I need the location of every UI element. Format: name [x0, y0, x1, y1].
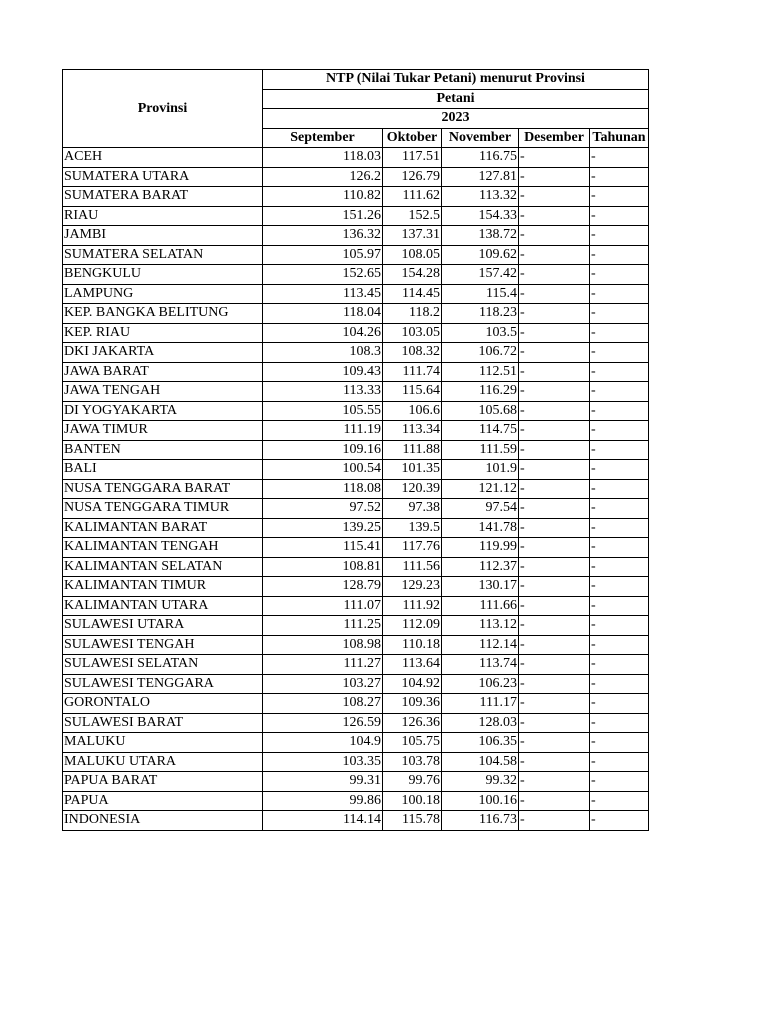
- september-value-cell: 118.08: [263, 479, 383, 499]
- tahunan-value-cell: -: [590, 343, 649, 363]
- oktober-value-cell: 108.32: [383, 343, 442, 363]
- province-name-cell: JAWA BARAT: [63, 362, 263, 382]
- november-value-cell: 106.35: [442, 733, 519, 753]
- oktober-value-cell: 139.5: [383, 518, 442, 538]
- province-name-cell: LAMPUNG: [63, 284, 263, 304]
- province-name-cell: INDONESIA: [63, 811, 263, 831]
- desember-value-cell: -: [519, 635, 590, 655]
- desember-value-cell: -: [519, 733, 590, 753]
- september-value-cell: 97.52: [263, 499, 383, 519]
- desember-value-cell: -: [519, 655, 590, 675]
- tahunan-value-cell: -: [590, 655, 649, 675]
- table-row: [63, 557, 649, 577]
- september-value-cell: 108.3: [263, 343, 383, 363]
- oktober-value-cell: 103.05: [383, 323, 442, 343]
- desember-value-cell: -: [519, 557, 590, 577]
- november-value-cell: 118.23: [442, 304, 519, 324]
- oktober-value-cell: 99.76: [383, 772, 442, 792]
- table-row: [63, 362, 649, 382]
- province-name-cell: KALIMANTAN BARAT: [63, 518, 263, 538]
- province-name-cell: MALUKU: [63, 733, 263, 753]
- september-value-cell: 111.27: [263, 655, 383, 675]
- tahunan-value-cell: -: [590, 304, 649, 324]
- province-name-cell: PAPUA: [63, 791, 263, 811]
- table-row: [63, 401, 649, 421]
- oktober-value-cell: 101.35: [383, 460, 442, 480]
- september-value-cell: 152.65: [263, 265, 383, 285]
- tahunan-value-cell: -: [590, 596, 649, 616]
- desember-value-cell: -: [519, 206, 590, 226]
- province-name-cell: ACEH: [63, 148, 263, 168]
- september-value-cell: 109.16: [263, 440, 383, 460]
- table-row: [63, 772, 649, 792]
- oktober-value-cell: 126.36: [383, 713, 442, 733]
- november-value-cell: 104.58: [442, 752, 519, 772]
- november-value-cell: 154.33: [442, 206, 519, 226]
- table-row: [63, 167, 649, 187]
- oktober-value-cell: 114.45: [383, 284, 442, 304]
- desember-value-cell: -: [519, 499, 590, 519]
- tahunan-value-cell: -: [590, 460, 649, 480]
- province-name-cell: JAWA TENGAH: [63, 382, 263, 402]
- oktober-value-cell: 117.51: [383, 148, 442, 168]
- table-row: [63, 479, 649, 499]
- november-value-cell: 116.75: [442, 148, 519, 168]
- table-year: 2023: [263, 109, 649, 129]
- oktober-value-cell: 109.36: [383, 694, 442, 714]
- oktober-value-cell: 112.09: [383, 616, 442, 636]
- table-row: [63, 635, 649, 655]
- november-value-cell: 157.42: [442, 265, 519, 285]
- september-value-cell: 126.2: [263, 167, 383, 187]
- table-row: [63, 187, 649, 207]
- desember-value-cell: -: [519, 772, 590, 792]
- province-name-cell: BENGKULU: [63, 265, 263, 285]
- province-name-cell: KEP. RIAU: [63, 323, 263, 343]
- november-value-cell: 106.72: [442, 343, 519, 363]
- tahunan-value-cell: -: [590, 421, 649, 441]
- september-value-cell: 128.79: [263, 577, 383, 597]
- table-row: [63, 440, 649, 460]
- column-header-oktober: Oktober: [383, 128, 442, 148]
- desember-value-cell: -: [519, 304, 590, 324]
- september-value-cell: 118.03: [263, 148, 383, 168]
- desember-value-cell: -: [519, 401, 590, 421]
- tahunan-value-cell: -: [590, 362, 649, 382]
- september-value-cell: 126.59: [263, 713, 383, 733]
- tahunan-value-cell: -: [590, 674, 649, 694]
- desember-value-cell: -: [519, 596, 590, 616]
- oktober-value-cell: 118.2: [383, 304, 442, 324]
- table-row: [63, 577, 649, 597]
- table-row: [63, 616, 649, 636]
- november-value-cell: 100.16: [442, 791, 519, 811]
- table-row: [63, 265, 649, 285]
- september-value-cell: 104.9: [263, 733, 383, 753]
- oktober-value-cell: 104.92: [383, 674, 442, 694]
- province-name-cell: SULAWESI TENGGARA: [63, 674, 263, 694]
- november-value-cell: 112.14: [442, 635, 519, 655]
- oktober-value-cell: 111.88: [383, 440, 442, 460]
- tahunan-value-cell: -: [590, 245, 649, 265]
- desember-value-cell: -: [519, 616, 590, 636]
- province-name-cell: KALIMANTAN TENGAH: [63, 538, 263, 558]
- september-value-cell: 139.25: [263, 518, 383, 538]
- tahunan-value-cell: -: [590, 518, 649, 538]
- tahunan-value-cell: -: [590, 148, 649, 168]
- province-name-cell: SULAWESI TENGAH: [63, 635, 263, 655]
- desember-value-cell: -: [519, 674, 590, 694]
- tahunan-value-cell: -: [590, 713, 649, 733]
- oktober-value-cell: 152.5: [383, 206, 442, 226]
- province-name-cell: DI YOGYAKARTA: [63, 401, 263, 421]
- oktober-value-cell: 111.62: [383, 187, 442, 207]
- oktober-value-cell: 113.64: [383, 655, 442, 675]
- province-name-cell: MALUKU UTARA: [63, 752, 263, 772]
- september-value-cell: 108.98: [263, 635, 383, 655]
- oktober-value-cell: 129.23: [383, 577, 442, 597]
- table-row: [63, 304, 649, 324]
- desember-value-cell: -: [519, 752, 590, 772]
- november-value-cell: 115.4: [442, 284, 519, 304]
- september-value-cell: 111.07: [263, 596, 383, 616]
- province-name-cell: BALI: [63, 460, 263, 480]
- tahunan-value-cell: -: [590, 499, 649, 519]
- september-value-cell: 108.27: [263, 694, 383, 714]
- desember-value-cell: -: [519, 382, 590, 402]
- table-row: [63, 733, 649, 753]
- table-row: [63, 791, 649, 811]
- table-row: [63, 752, 649, 772]
- province-name-cell: SUMATERA SELATAN: [63, 245, 263, 265]
- table-row: [63, 499, 649, 519]
- september-value-cell: 115.41: [263, 538, 383, 558]
- oktober-value-cell: 103.78: [383, 752, 442, 772]
- november-value-cell: 109.62: [442, 245, 519, 265]
- tahunan-value-cell: -: [590, 479, 649, 499]
- desember-value-cell: -: [519, 226, 590, 246]
- oktober-value-cell: 108.05: [383, 245, 442, 265]
- oktober-value-cell: 106.6: [383, 401, 442, 421]
- province-name-cell: GORONTALO: [63, 694, 263, 714]
- oktober-value-cell: 111.74: [383, 362, 442, 382]
- tahunan-value-cell: -: [590, 206, 649, 226]
- september-value-cell: 114.14: [263, 811, 383, 831]
- tahunan-value-cell: -: [590, 811, 649, 831]
- november-value-cell: 111.59: [442, 440, 519, 460]
- column-header-november: November: [442, 128, 519, 148]
- desember-value-cell: -: [519, 713, 590, 733]
- table-row: [63, 226, 649, 246]
- oktober-value-cell: 100.18: [383, 791, 442, 811]
- tahunan-value-cell: -: [590, 440, 649, 460]
- province-name-cell: PAPUA BARAT: [63, 772, 263, 792]
- tahunan-value-cell: -: [590, 323, 649, 343]
- tahunan-value-cell: -: [590, 772, 649, 792]
- province-name-cell: RIAU: [63, 206, 263, 226]
- tahunan-value-cell: -: [590, 187, 649, 207]
- november-value-cell: 141.78: [442, 518, 519, 538]
- september-value-cell: 105.97: [263, 245, 383, 265]
- november-value-cell: 112.51: [442, 362, 519, 382]
- september-value-cell: 136.32: [263, 226, 383, 246]
- desember-value-cell: -: [519, 538, 590, 558]
- september-value-cell: 109.43: [263, 362, 383, 382]
- table-row: [63, 518, 649, 538]
- province-name-cell: SULAWESI BARAT: [63, 713, 263, 733]
- september-value-cell: 110.82: [263, 187, 383, 207]
- desember-value-cell: -: [519, 245, 590, 265]
- september-value-cell: 118.04: [263, 304, 383, 324]
- column-header-desember: Desember: [519, 128, 590, 148]
- oktober-value-cell: 137.31: [383, 226, 442, 246]
- tahunan-value-cell: -: [590, 265, 649, 285]
- ntp-table: [62, 69, 649, 831]
- oktober-value-cell: 126.79: [383, 167, 442, 187]
- table-body: [63, 148, 649, 831]
- tahunan-value-cell: -: [590, 616, 649, 636]
- desember-value-cell: -: [519, 577, 590, 597]
- desember-value-cell: -: [519, 479, 590, 499]
- november-value-cell: 112.37: [442, 557, 519, 577]
- table-subtitle: Petani: [263, 89, 649, 109]
- november-value-cell: 97.54: [442, 499, 519, 519]
- november-value-cell: 121.12: [442, 479, 519, 499]
- oktober-value-cell: 120.39: [383, 479, 442, 499]
- desember-value-cell: -: [519, 791, 590, 811]
- desember-value-cell: -: [519, 362, 590, 382]
- november-value-cell: 119.99: [442, 538, 519, 558]
- province-name-cell: KALIMANTAN SELATAN: [63, 557, 263, 577]
- oktober-value-cell: 113.34: [383, 421, 442, 441]
- oktober-value-cell: 105.75: [383, 733, 442, 753]
- desember-value-cell: -: [519, 421, 590, 441]
- desember-value-cell: -: [519, 167, 590, 187]
- column-header-tahunan: Tahunan: [590, 128, 649, 148]
- desember-value-cell: -: [519, 323, 590, 343]
- province-name-cell: SULAWESI UTARA: [63, 616, 263, 636]
- province-name-cell: JAMBI: [63, 226, 263, 246]
- tahunan-value-cell: -: [590, 284, 649, 304]
- tahunan-value-cell: -: [590, 382, 649, 402]
- table-row: [63, 206, 649, 226]
- september-value-cell: 151.26: [263, 206, 383, 226]
- november-value-cell: 113.32: [442, 187, 519, 207]
- november-value-cell: 128.03: [442, 713, 519, 733]
- november-value-cell: 111.17: [442, 694, 519, 714]
- september-value-cell: 111.25: [263, 616, 383, 636]
- province-name-cell: SULAWESI SELATAN: [63, 655, 263, 675]
- desember-value-cell: -: [519, 460, 590, 480]
- province-name-cell: KALIMANTAN UTARA: [63, 596, 263, 616]
- table-title: NTP (Nilai Tukar Petani) menurut Provinsi: [263, 70, 649, 90]
- september-value-cell: 99.86: [263, 791, 383, 811]
- november-value-cell: 113.12: [442, 616, 519, 636]
- november-value-cell: 116.73: [442, 811, 519, 831]
- desember-value-cell: -: [519, 518, 590, 538]
- oktober-value-cell: 111.92: [383, 596, 442, 616]
- november-value-cell: 130.17: [442, 577, 519, 597]
- september-value-cell: 113.45: [263, 284, 383, 304]
- table-header: [63, 70, 649, 148]
- november-value-cell: 113.74: [442, 655, 519, 675]
- september-value-cell: 105.55: [263, 401, 383, 421]
- tahunan-value-cell: -: [590, 791, 649, 811]
- desember-value-cell: -: [519, 694, 590, 714]
- november-value-cell: 116.29: [442, 382, 519, 402]
- november-value-cell: 138.72: [442, 226, 519, 246]
- tahunan-value-cell: -: [590, 167, 649, 187]
- province-name-cell: NUSA TENGGARA BARAT: [63, 479, 263, 499]
- november-value-cell: 127.81: [442, 167, 519, 187]
- september-value-cell: 103.35: [263, 752, 383, 772]
- oktober-value-cell: 111.56: [383, 557, 442, 577]
- oktober-value-cell: 154.28: [383, 265, 442, 285]
- november-value-cell: 105.68: [442, 401, 519, 421]
- september-value-cell: 99.31: [263, 772, 383, 792]
- tahunan-value-cell: -: [590, 752, 649, 772]
- november-value-cell: 99.32: [442, 772, 519, 792]
- september-value-cell: 100.54: [263, 460, 383, 480]
- november-value-cell: 106.23: [442, 674, 519, 694]
- table-row: [63, 382, 649, 402]
- oktober-value-cell: 110.18: [383, 635, 442, 655]
- column-header-september: September: [263, 128, 383, 148]
- desember-value-cell: -: [519, 440, 590, 460]
- september-value-cell: 111.19: [263, 421, 383, 441]
- september-value-cell: 108.81: [263, 557, 383, 577]
- oktober-value-cell: 97.38: [383, 499, 442, 519]
- november-value-cell: 111.66: [442, 596, 519, 616]
- province-name-cell: JAWA TIMUR: [63, 421, 263, 441]
- table-row: [63, 694, 649, 714]
- table-row: [63, 323, 649, 343]
- table-row: [63, 674, 649, 694]
- province-name-cell: SUMATERA UTARA: [63, 167, 263, 187]
- table-row: [63, 713, 649, 733]
- tahunan-value-cell: -: [590, 733, 649, 753]
- province-name-cell: BANTEN: [63, 440, 263, 460]
- tahunan-value-cell: -: [590, 538, 649, 558]
- province-name-cell: NUSA TENGGARA TIMUR: [63, 499, 263, 519]
- september-value-cell: 113.33: [263, 382, 383, 402]
- desember-value-cell: -: [519, 811, 590, 831]
- table-row: [63, 655, 649, 675]
- table-row: [63, 284, 649, 304]
- province-name-cell: KALIMANTAN TIMUR: [63, 577, 263, 597]
- tahunan-value-cell: -: [590, 635, 649, 655]
- oktober-value-cell: 117.76: [383, 538, 442, 558]
- provinsi-header: Provinsi: [63, 70, 263, 148]
- november-value-cell: 101.9: [442, 460, 519, 480]
- tahunan-value-cell: -: [590, 577, 649, 597]
- province-name-cell: SUMATERA BARAT: [63, 187, 263, 207]
- table-row: [63, 811, 649, 831]
- tahunan-value-cell: -: [590, 226, 649, 246]
- desember-value-cell: -: [519, 265, 590, 285]
- table-row: [63, 148, 649, 168]
- september-value-cell: 104.26: [263, 323, 383, 343]
- november-value-cell: 103.5: [442, 323, 519, 343]
- november-value-cell: 114.75: [442, 421, 519, 441]
- table-row: [63, 421, 649, 441]
- province-name-cell: KEP. BANGKA BELITUNG: [63, 304, 263, 324]
- september-value-cell: 103.27: [263, 674, 383, 694]
- tahunan-value-cell: -: [590, 557, 649, 577]
- oktober-value-cell: 115.64: [383, 382, 442, 402]
- desember-value-cell: -: [519, 187, 590, 207]
- table-row: [63, 596, 649, 616]
- oktober-value-cell: 115.78: [383, 811, 442, 831]
- desember-value-cell: -: [519, 343, 590, 363]
- table-row: [63, 245, 649, 265]
- tahunan-value-cell: -: [590, 401, 649, 421]
- desember-value-cell: -: [519, 284, 590, 304]
- province-name-cell: DKI JAKARTA: [63, 343, 263, 363]
- table-row: [63, 343, 649, 363]
- table-row: [63, 538, 649, 558]
- desember-value-cell: -: [519, 148, 590, 168]
- tahunan-value-cell: -: [590, 694, 649, 714]
- table-row: [63, 460, 649, 480]
